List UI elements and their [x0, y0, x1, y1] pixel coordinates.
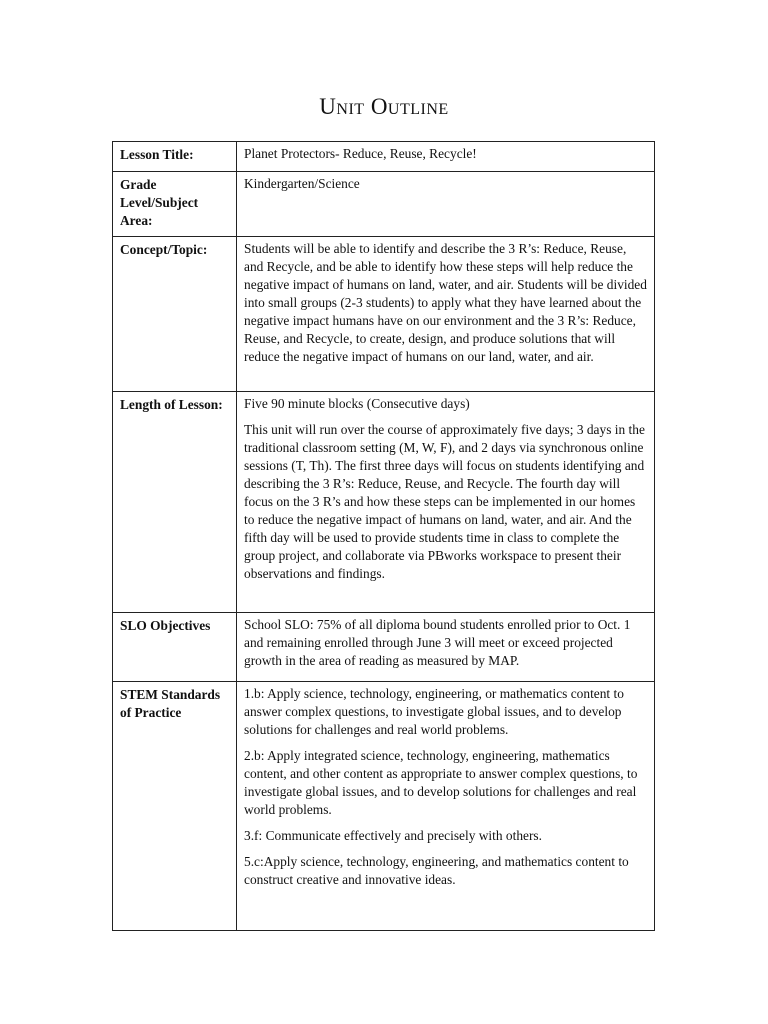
row-label: Lesson Title: — [113, 142, 237, 172]
content-paragraph: 5.c:Apply science, technology, engineering, and mathematics content to construct creative and innovative ideas. — [244, 854, 629, 887]
table-row-grade-level — [113, 172, 655, 237]
content-paragraph: Kindergarten/Science — [244, 176, 360, 191]
table-row-length-of-lesson — [113, 392, 655, 613]
content-paragraph: This unit will run over the course of approximately five days; 3 days in the traditional classroom setting (M, W, F), and 2 days via synchronous online sessions (T, Th). The first three days will focus on students identifying and describing the 3 R’s: Reduce, Reuse, and Recycle. The fourth day will focus on the 3 R’s and how these steps can be implemented in our homes to reduce the negative impact of humans on land, water, and air. And the fifth day will be used to provide students time in class to complete the group project, and collaborate via PBworks workspace to present their observations and findings. — [244, 422, 645, 581]
content-paragraph: Students will be able to identify and describe the 3 R’s: Reduce, Reuse, and Recycle, and be able to identify how these steps will help reduce the negative impact of humans on land, water, and air. Students will be divided into small groups (2-3 students) to apply what they have learned about the negative impact humans have on our environment and the 3 R’s: Reduce, Reuse, and Recycle, to create, design, and produce solutions that will reduce the negative impact of humans on our land, water, and air. — [244, 241, 647, 364]
table-row-lesson-title — [113, 142, 655, 172]
content-paragraph: Five 90 minute blocks (Consecutive days) — [244, 396, 470, 411]
row-content — [237, 172, 655, 237]
content-paragraph: 2.b: Apply integrated science, technology, engineering, mathematics content, and other content as appropriate to answer complex questions, to investigate global issues, and to develop solutions for challenges and real world problems. — [244, 748, 638, 817]
row-label: STEM Standards of Practice — [113, 682, 237, 931]
row-content — [237, 142, 655, 172]
unit-outline-table — [112, 141, 655, 931]
row-label: Concept/Topic: — [113, 237, 237, 392]
row-content — [237, 613, 655, 682]
content-paragraph: School SLO: 75% of all diploma bound students enrolled prior to Oct. 1 and remaining enrolled through June 3 will meet or exceed projected growth in the area of reading as measured by MAP. — [244, 617, 631, 668]
content-paragraph: Planet Protectors- Reduce, Reuse, Recycle! — [244, 146, 477, 161]
row-content — [237, 237, 655, 392]
table-row-concept-topic — [113, 237, 655, 392]
content-paragraph: 1.b: Apply science, technology, engineering, or mathematics content to answer complex questions, to investigate global issues, and to develop solutions for challenges and real world problems. — [244, 686, 624, 737]
row-label: Grade Level/Subject Area: — [113, 172, 237, 237]
table-row-stem-standards — [113, 682, 655, 931]
row-content — [237, 392, 655, 613]
table-row-slo-objectives — [113, 613, 655, 682]
row-label: Length of Lesson: — [113, 392, 237, 613]
row-label: SLO Objectives — [113, 613, 237, 682]
page-title: Unit Outline — [319, 94, 449, 119]
content-paragraph: 3.f: Communicate effectively and precisely with others. — [244, 828, 542, 843]
row-content — [237, 682, 655, 931]
